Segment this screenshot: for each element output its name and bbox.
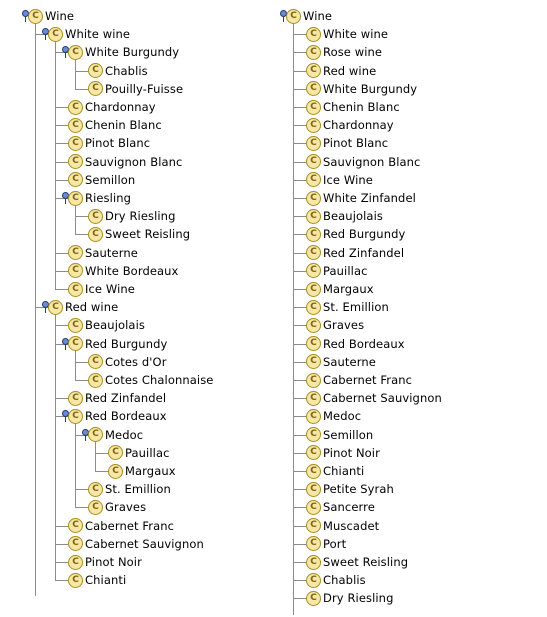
- class-icon: C: [306, 300, 321, 315]
- tree-node-margaux[interactable]: [306, 280, 374, 298]
- tree-connector-horizontal: [75, 489, 88, 490]
- tree-connector-horizontal: [55, 125, 68, 126]
- tree-node-label: Red wine: [323, 63, 377, 78]
- tree-node-red-burgundy[interactable]: [306, 225, 405, 243]
- tree-node-red-bordeaux[interactable]: [306, 335, 405, 353]
- class-icon: C: [286, 9, 301, 24]
- tree-connector-horizontal: [293, 52, 306, 53]
- tree-connector-horizontal: [293, 562, 306, 563]
- tree-node-rose-wine[interactable]: [306, 43, 382, 61]
- tree-connector-horizontal: [293, 125, 306, 126]
- tree-node-wine[interactable]: [28, 7, 74, 25]
- tree-connector-horizontal: [55, 143, 68, 144]
- tree-connector-horizontal: [293, 107, 306, 108]
- tree-node-label: Wine: [45, 9, 75, 23]
- tree-node-label: Chenin Blanc: [85, 118, 162, 133]
- tree-node-beaujolais[interactable]: [306, 207, 383, 225]
- tree-connector-horizontal: [293, 507, 306, 508]
- tree-node-sancerre[interactable]: [306, 498, 375, 516]
- tree-connector-horizontal: [293, 198, 306, 199]
- tree-node-label: Cabernet Sauvignon: [323, 391, 442, 406]
- tree-node-chianti[interactable]: [68, 571, 126, 589]
- tree-node-label: Sweet Reisling: [105, 227, 191, 242]
- class-hierarchy-tree-left: [0, 7, 272, 607]
- tree-node-label: Riesling: [85, 191, 132, 205]
- tree-connector-horizontal: [293, 398, 306, 399]
- tree-node-label: Sauvignon Blanc: [323, 154, 421, 169]
- tree-node-sauterne[interactable]: [68, 244, 138, 262]
- tree-node-label: Cabernet Sauvignon: [85, 536, 204, 551]
- tree-node-label: Cabernet Franc: [85, 518, 175, 533]
- class-icon: C: [88, 427, 103, 442]
- tree-connector-horizontal: [293, 435, 306, 436]
- tree-node-label: Cotes d'Or: [105, 354, 167, 369]
- tree-connector-horizontal: [75, 234, 88, 235]
- tree-node-label: Semillon: [323, 427, 374, 442]
- tree-node-cabernet-franc[interactable]: [306, 371, 412, 389]
- tree-connector-horizontal: [75, 71, 88, 72]
- tree-connector-horizontal: [293, 307, 306, 308]
- tree-node-label: Sauterne: [323, 354, 376, 369]
- class-icon: C: [88, 482, 103, 497]
- tree-node-label: Chablis: [323, 573, 366, 588]
- class-icon: C: [108, 464, 123, 479]
- tree-connector-horizontal: [293, 289, 306, 290]
- tree-node-red-burgundy[interactable]: [68, 335, 167, 353]
- tree-node-semillon[interactable]: [68, 171, 135, 189]
- tree-node-label: Pinot Blanc: [85, 136, 151, 151]
- tree-node-port[interactable]: [306, 535, 346, 553]
- tree-connector-horizontal: [293, 362, 306, 363]
- tree-node-st-emillion[interactable]: [88, 480, 171, 498]
- class-icon: C: [306, 27, 321, 42]
- tree-node-cabernet-franc[interactable]: [68, 517, 174, 535]
- class-icon: C: [88, 354, 103, 369]
- tree-connector-horizontal: [55, 289, 68, 290]
- tree-node-beaujolais[interactable]: [68, 316, 145, 334]
- tree-connector-horizontal: [55, 580, 68, 581]
- tree-node-label: Ice Wine: [85, 282, 135, 296]
- tree-node-red-wine[interactable]: [306, 62, 376, 80]
- tree-node-st-emillion[interactable]: [306, 298, 389, 316]
- tree-node-petite-syrah[interactable]: [306, 480, 394, 498]
- tree-node-label: Red Zinfandel: [323, 245, 405, 260]
- tree-node-label: White wine: [323, 27, 389, 42]
- class-icon: C: [306, 227, 321, 242]
- class-icon: C: [306, 45, 321, 60]
- class-icon: C: [88, 500, 103, 515]
- tree-node-label: Dry Riesling: [105, 209, 176, 224]
- tree-node-label: Muscadet: [323, 518, 380, 533]
- class-icon: C: [68, 100, 83, 115]
- tree-node-riesling[interactable]: [68, 189, 131, 207]
- class-icon: C: [48, 27, 63, 42]
- tree-node-medoc[interactable]: [306, 407, 361, 425]
- class-icon: C: [88, 209, 103, 224]
- class-icon: C: [306, 318, 321, 333]
- tree-node-label: Pinot Blanc: [323, 136, 389, 151]
- tree-node-label: Sweet Reisling: [323, 555, 409, 569]
- tree-node-label: White Bordeaux: [85, 263, 179, 278]
- tree-connector-vertical: [75, 350, 76, 380]
- tree-connector-vertical: [95, 441, 96, 471]
- class-icon: C: [48, 300, 63, 315]
- tree-connector-vertical: [55, 313, 56, 580]
- tree-node-white-wine[interactable]: [306, 25, 388, 43]
- tree-node-ice-wine[interactable]: [68, 280, 135, 298]
- class-icon: C: [108, 445, 123, 460]
- class-icon: C: [68, 118, 83, 133]
- tree-node-label: Semillon: [85, 172, 136, 187]
- tree-node-sweet-reisling[interactable]: [88, 225, 190, 243]
- tree-node-white-burgundy[interactable]: [306, 80, 417, 98]
- tree-connector-horizontal: [55, 162, 68, 163]
- tree-node-label: Pouilly-Fuisse: [105, 81, 184, 96]
- tree-node-dry-riesling[interactable]: [88, 207, 175, 225]
- tree-node-label: Sancerre: [323, 500, 375, 515]
- tree-node-white-zinfandel[interactable]: [306, 189, 416, 207]
- class-icon: C: [68, 318, 83, 333]
- tree-connector-horizontal: [75, 216, 88, 217]
- tree-connector-horizontal: [75, 507, 88, 508]
- tree-connector-horizontal: [293, 598, 306, 599]
- tree-node-label: White Zinfandel: [323, 191, 416, 205]
- tree-node-chablis[interactable]: [306, 571, 366, 589]
- tree-node-label: Chenin Blanc: [323, 100, 400, 114]
- class-icon: C: [306, 555, 321, 570]
- tree-node-white-burgundy[interactable]: [68, 43, 179, 61]
- tree-connector-horizontal: [55, 107, 68, 108]
- tree-connector-horizontal: [95, 453, 108, 454]
- tree-node-label: Port: [323, 536, 347, 551]
- tree-node-label: Margaux: [323, 282, 374, 296]
- tree-node-label: Dry Riesling: [323, 591, 394, 606]
- tree-node-chablis[interactable]: [88, 62, 148, 80]
- tree-connector-horizontal: [293, 453, 306, 454]
- class-icon: C: [306, 518, 321, 533]
- tree-node-label: Pinot Noir: [85, 555, 142, 569]
- tree-node-ice-wine[interactable]: [306, 171, 373, 189]
- class-icon: C: [68, 245, 83, 260]
- tree-node-medoc[interactable]: [88, 426, 143, 444]
- tree-node-graves[interactable]: [88, 498, 146, 516]
- tree-node-label: White wine: [65, 27, 131, 42]
- tree-connector-horizontal: [55, 253, 68, 254]
- tree-node-pauillac[interactable]: [108, 444, 170, 462]
- class-icon: C: [306, 409, 321, 424]
- tree-node-cabernet-sauvignon[interactable]: [306, 389, 442, 407]
- class-icon: C: [306, 464, 321, 479]
- class-icon: C: [68, 391, 83, 406]
- tree-connector-horizontal: [293, 380, 306, 381]
- tree-connector-horizontal: [293, 253, 306, 254]
- tree-connector-vertical: [75, 58, 76, 88]
- tree-node-sauterne[interactable]: [306, 353, 376, 371]
- tree-node-chardonnay[interactable]: [306, 116, 394, 134]
- tree-connector-horizontal: [293, 471, 306, 472]
- class-icon: C: [306, 263, 321, 278]
- class-icon: C: [306, 191, 321, 206]
- tree-node-red-bordeaux[interactable]: [68, 407, 167, 425]
- class-icon: C: [306, 118, 321, 133]
- tree-node-red-zinfandel[interactable]: [306, 244, 404, 262]
- tree-node-chianti[interactable]: [306, 462, 364, 480]
- tree-connector-horizontal: [55, 180, 68, 181]
- tree-node-pinot-blanc[interactable]: [306, 134, 388, 152]
- class-icon: C: [306, 209, 321, 224]
- tree-node-label: Red Zinfandel: [85, 391, 167, 406]
- tree-node-graves[interactable]: [306, 316, 364, 334]
- class-icon: C: [306, 573, 321, 588]
- class-icon: C: [306, 81, 321, 96]
- class-icon: C: [306, 63, 321, 78]
- tree-node-wine[interactable]: [286, 7, 332, 25]
- tree-connector-horizontal: [55, 271, 68, 272]
- class-icon: C: [88, 227, 103, 242]
- tree-node-label: Chianti: [323, 464, 365, 478]
- class-icon: C: [306, 172, 321, 187]
- tree-connector-horizontal: [75, 380, 88, 381]
- class-icon: C: [306, 427, 321, 442]
- class-icon: C: [68, 536, 83, 551]
- tree-connector-horizontal: [293, 71, 306, 72]
- class-icon: C: [306, 336, 321, 351]
- class-icon: C: [306, 591, 321, 606]
- class-icon: C: [88, 63, 103, 78]
- class-icon: C: [306, 245, 321, 260]
- tree-connector-horizontal: [293, 344, 306, 345]
- tree-connector-horizontal: [293, 89, 306, 90]
- tree-node-label: Ice Wine: [323, 172, 373, 187]
- class-icon: C: [306, 100, 321, 115]
- tree-node-label: Chablis: [105, 63, 148, 78]
- tree-node-cabernet-sauvignon[interactable]: [68, 535, 204, 553]
- class-icon: C: [68, 172, 83, 187]
- tree-connector-horizontal: [55, 544, 68, 545]
- tree-connector-horizontal: [293, 526, 306, 527]
- tree-node-semillon[interactable]: [306, 426, 373, 444]
- class-icon: C: [306, 445, 321, 460]
- tree-connector-horizontal: [293, 143, 306, 144]
- tree-node-pinot-noir[interactable]: [306, 444, 380, 462]
- tree-node-white-bordeaux[interactable]: [68, 262, 178, 280]
- tree-connector-horizontal: [293, 489, 306, 490]
- class-icon: C: [306, 500, 321, 515]
- class-icon: C: [68, 136, 83, 151]
- tree-node-label: Cabernet Franc: [323, 373, 413, 387]
- tree-node-sweet-reisling[interactable]: [306, 553, 408, 571]
- class-icon: C: [306, 391, 321, 406]
- tree-node-margaux[interactable]: [108, 462, 176, 480]
- tree-node-label: Cotes Chalonnaise: [105, 373, 214, 387]
- tree-node-label: Chardonnay: [85, 100, 156, 114]
- tree-node-white-wine[interactable]: [48, 25, 130, 43]
- tree-node-label: Medoc: [105, 427, 144, 442]
- tree-node-pinot-noir[interactable]: [68, 553, 142, 571]
- tree-connector-vertical: [75, 204, 76, 234]
- class-icon: C: [68, 282, 83, 297]
- tree-node-label: Medoc: [323, 409, 362, 424]
- tree-connector-horizontal: [293, 271, 306, 272]
- tree-node-red-zinfandel[interactable]: [68, 389, 166, 407]
- tree-node-pouilly-fuisse[interactable]: [88, 80, 183, 98]
- tree-node-label: Beaujolais: [323, 209, 383, 224]
- tree-node-label: Margaux: [125, 464, 176, 478]
- tree-connector-horizontal: [293, 180, 306, 181]
- tree-node-label: Wine: [303, 9, 333, 23]
- class-icon: C: [306, 482, 321, 497]
- tree-node-label: Red Bordeaux: [323, 336, 405, 351]
- class-icon: C: [306, 282, 321, 297]
- tree-node-dry-riesling[interactable]: [306, 589, 393, 607]
- tree-node-chardonnay[interactable]: [68, 98, 156, 116]
- tree-connector-root: [35, 22, 36, 596]
- tree-node-label: Graves: [323, 318, 365, 333]
- tree-connector-horizontal: [293, 34, 306, 35]
- tree-node-label: Pauillac: [323, 263, 368, 278]
- class-icon: C: [88, 373, 103, 388]
- class-icon: C: [68, 336, 83, 351]
- tree-node-label: Sauvignon Blanc: [85, 154, 183, 169]
- class-icon: C: [68, 573, 83, 588]
- tree-node-label: Petite Syrah: [323, 482, 394, 497]
- tree-connector-horizontal: [75, 89, 88, 90]
- tree-node-chenin-blanc[interactable]: [306, 98, 400, 116]
- tree-connector-horizontal: [293, 580, 306, 581]
- tree-node-label: Graves: [105, 500, 147, 515]
- tree-node-red-wine[interactable]: [48, 298, 118, 316]
- tree-node-label: Pauillac: [125, 445, 170, 460]
- tree-node-label: Chardonnay: [323, 118, 394, 133]
- tree-node-label: St. Emillion: [105, 482, 171, 497]
- class-icon: C: [306, 154, 321, 169]
- class-icon: C: [88, 81, 103, 96]
- class-icon: C: [68, 45, 83, 60]
- tree-node-label: Red Burgundy: [85, 336, 168, 351]
- tree-node-pauillac[interactable]: [306, 262, 368, 280]
- class-icon: C: [68, 154, 83, 169]
- tree-node-chenin-blanc[interactable]: [68, 116, 162, 134]
- class-icon: C: [306, 536, 321, 551]
- tree-node-label: White Burgundy: [323, 81, 418, 96]
- tree-node-label: Sauterne: [85, 245, 138, 260]
- tree-connector-horizontal: [55, 562, 68, 563]
- tree-node-label: Beaujolais: [85, 318, 145, 333]
- class-icon: C: [28, 9, 43, 24]
- tree-connector-horizontal: [293, 216, 306, 217]
- tree-node-cotes-d-or[interactable]: [88, 353, 167, 371]
- tree-connector-horizontal: [95, 471, 108, 472]
- tree-node-label: Pinot Noir: [323, 445, 380, 460]
- class-icon: C: [68, 263, 83, 278]
- tree-connector-horizontal: [55, 325, 68, 326]
- tree-connector-horizontal: [293, 416, 306, 417]
- tree-node-label: Red Bordeaux: [85, 409, 167, 424]
- class-icon: C: [68, 191, 83, 206]
- tree-node-label: Chianti: [85, 573, 127, 588]
- tree-node-label: Rose wine: [323, 45, 383, 60]
- tree-node-label: St. Emillion: [323, 300, 389, 315]
- class-icon: C: [306, 136, 321, 151]
- tree-node-pinot-blanc[interactable]: [68, 134, 150, 152]
- tree-node-label: Red Burgundy: [323, 227, 406, 242]
- tree-node-label: Red wine: [65, 300, 119, 315]
- class-icon: C: [68, 409, 83, 424]
- tree-node-cotes-chalonnaise[interactable]: [88, 371, 213, 389]
- class-icon: C: [306, 354, 321, 369]
- tree-node-muscadet[interactable]: [306, 517, 379, 535]
- class-icon: C: [68, 518, 83, 533]
- tree-node-sauvignon-blanc[interactable]: [68, 153, 182, 171]
- tree-connector-horizontal: [293, 544, 306, 545]
- tree-node-label: White Burgundy: [85, 45, 180, 60]
- tree-node-sauvignon-blanc[interactable]: [306, 153, 420, 171]
- tree-connector-horizontal: [75, 362, 88, 363]
- tree-connector-horizontal: [55, 526, 68, 527]
- class-icon: C: [306, 373, 321, 388]
- class-icon: C: [68, 555, 83, 570]
- tree-connector-horizontal: [293, 162, 306, 163]
- class-hierarchy-tree-right: [272, 7, 547, 617]
- tree-connector-horizontal: [55, 398, 68, 399]
- tree-connector-horizontal: [293, 325, 306, 326]
- tree-connector-horizontal: [293, 234, 306, 235]
